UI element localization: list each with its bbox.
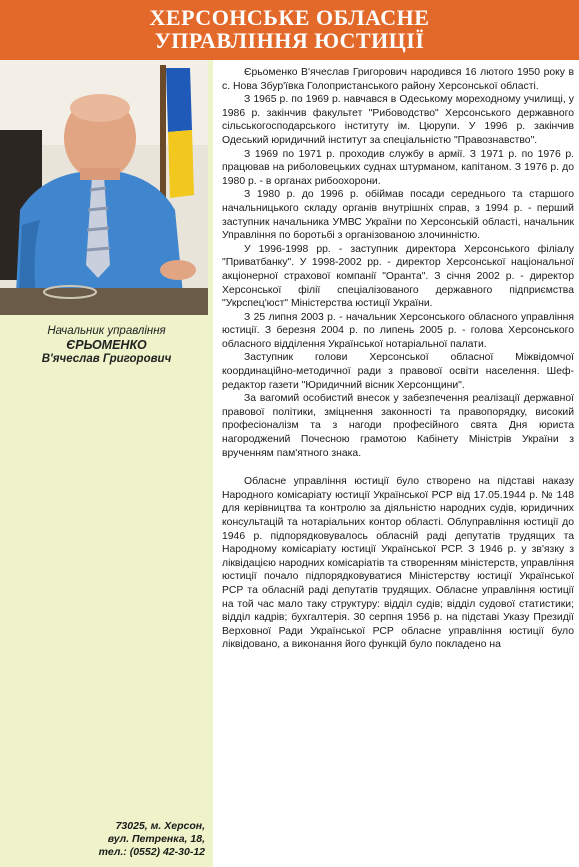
- article-body: [222, 66, 574, 652]
- bio-paragraph: З 25 липня 2003 р. - начальник Херсонського обласного управління юстиції. З березня 2004 р. по липень 2005 р. - голова Херсонського обласного відділення Української нотаріальної палати.: [222, 311, 574, 350]
- caption-role: Начальник управління: [47, 325, 166, 337]
- page-title: [0, 0, 579, 52]
- caption-surname: ЄРЬОМЕНКО: [66, 338, 147, 352]
- title-line-2: УПРАВЛІННЯ ЮСТИЦІЇ: [154, 28, 425, 53]
- address-line-2: вул. Петренка, 18,: [107, 833, 205, 845]
- contact-address: [0, 820, 205, 859]
- history-paragraph: Обласне управління юстиції було створено на підставі наказу Народного комісаріату юстиції Української РСР від 17.05.1944 р. № 148 для керівництва та контролю за діяльністю народних судів, юридичних консультацій та нотаріальних контор області. Облуправління юстиції до 1946 р. підпорядковувалось обласній раді депутатів трудящих та Народному комісаріату юстиції Української РСР. З 1946 р. у зв'язку з ліквідацією народних комісаріатів та створенням міністерств, управління юстиції почало підпорядковуватися Міністерству юстиції Української РСР та обласній раді депутатів трудящих. Обласне управління юстиції на той час мало таку структуру: відділ судів; відділ судової статистики; відділ кадрів; бухгалтерія. 30 серпня 1956 р. на підставі Указу Президії Верховної Ради Української РСР обласне управління юстиції було ліквідовано, а виконання його функцій було покладено на: [222, 476, 574, 651]
- bio-paragraph: Заступник голови Херсонської обласної Міжвідомчої координаційно-методичної ради з правової освіти населення. Шеф-редактор газети "Юридичний вісник Херсонщини".: [222, 352, 574, 391]
- address-line-3: тел.: (0552) 42-30-12: [98, 846, 205, 858]
- bio-paragraph: З 1965 р. по 1969 р. навчався в Одеському мореходному училищі, у 1986 р. закінчив факультет "Рибоводство" Херсонського державного сільськогосподарського інституту ім. Цюрупи. У 1996 р. закінчив Одеський юридичний інститут за спеціальністю "Правознавство".: [222, 94, 574, 146]
- bio-paragraph: З 1969 по 1971 р. проходив службу в армії. З 1971 р. по 1976 р. працював на риболовецьких суднах штурманом, капітаном. З 1976 р. до 1980 р. - в органах рибоохорони.: [222, 148, 574, 187]
- bio-paragraph: Єрьоменко В'ячеслав Григорович народився 16 лютого 1950 року в с. Нова Збур'ївка Голопристанського району Херсонської області.: [222, 67, 574, 92]
- caption-given-name: В'ячеслав Григорович: [41, 353, 172, 365]
- bio-paragraph: З 1980 р. до 1996 р. обіймав посади середнього та старшого начальницького складу органів внутрішніх справ, з 1994 р. - перший заступник начальника УМВС України по Херсонській області, начальник Управління по боротьбі з організованою злочинністю.: [222, 189, 574, 242]
- address-line-1: 73025, м. Херсон,: [115, 820, 205, 832]
- title-line-1: ХЕРСОНСЬКЕ ОБЛАСНЕ: [149, 5, 430, 30]
- bio-paragraph: За вагомий особистий внесок у забезпечення реалізації державної правової політики, зміцнення законності та правопорядку, високий професіоналізм та з нагоди професійного свята Дня юриста нагороджений Почесною грамотою Кабінету Міністрів України з врученням пам'ятного знака.: [222, 393, 574, 459]
- portrait-photo: [0, 60, 208, 315]
- page-header: [0, 0, 579, 60]
- bio-paragraph: У 1996-1998 рр. - заступник директора Херсонського філіалу "Приватбанку". У 1998-2002 рр. - директор Херсонської національної акціонерної страхової компанії "Оранта". З січня 2002 р. - директор Херсонської філії спеціалізованого державного підприємства "Укрспец'юст" Міністерства юстиції України.: [222, 243, 574, 310]
- photo-caption: [0, 324, 213, 366]
